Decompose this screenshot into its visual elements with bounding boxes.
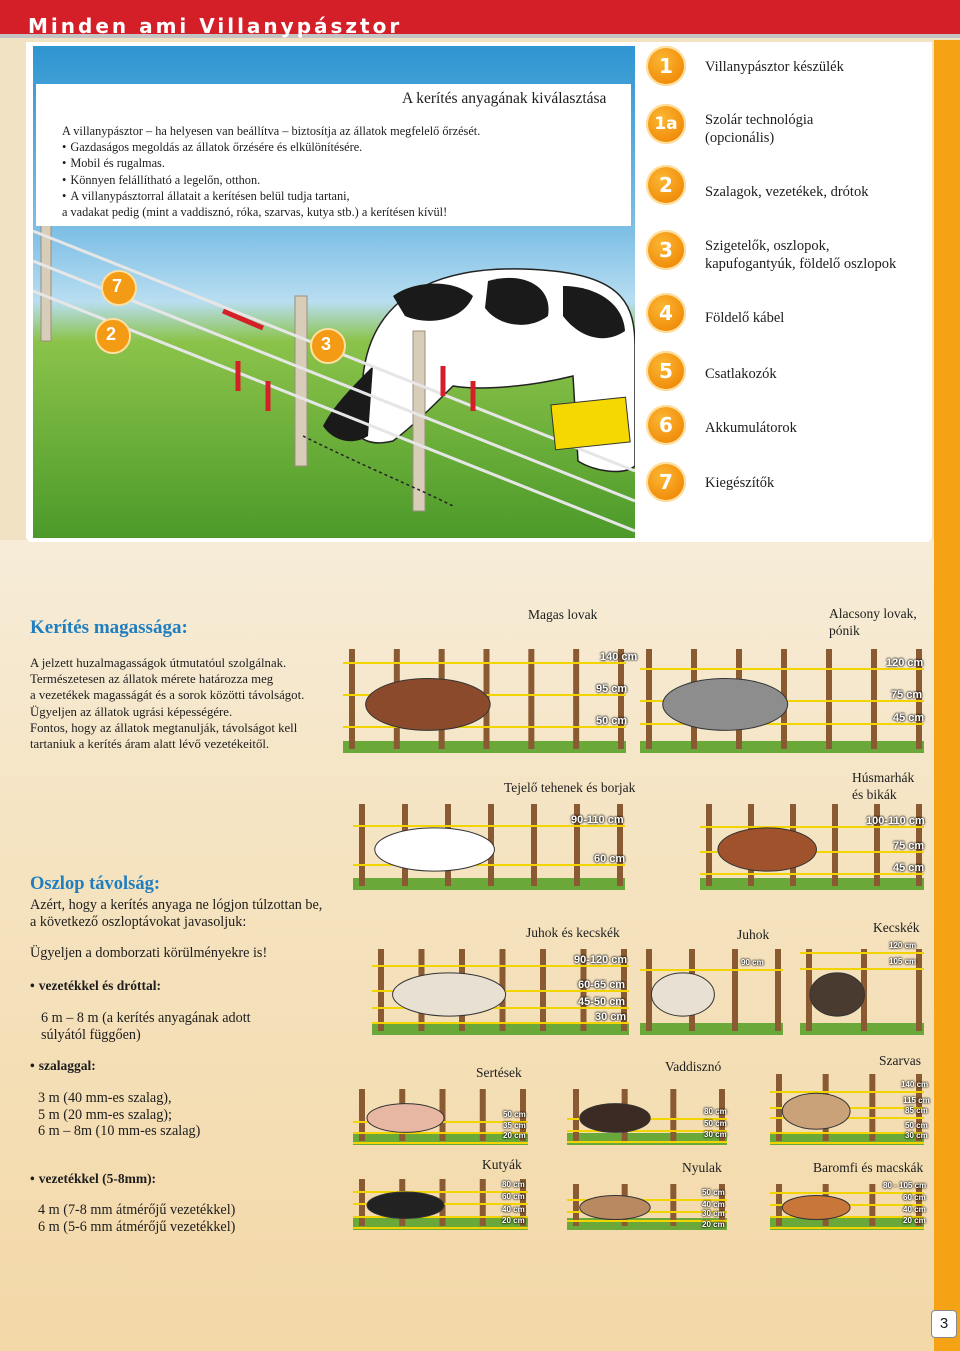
page-number: 3 bbox=[931, 1310, 957, 1338]
component-label: Akkumulátorok bbox=[705, 420, 797, 436]
cow-illustration bbox=[375, 828, 495, 871]
fence-post bbox=[871, 649, 877, 749]
fence-height-label: 50 cm bbox=[704, 1119, 727, 1128]
component-label-text: Szigetelők, oszlopok, kapufogantyúk, földelő oszlopok bbox=[705, 238, 897, 272]
pig-illustration bbox=[580, 1104, 650, 1133]
fence-post bbox=[413, 331, 425, 511]
fence-height-label: 30 cm bbox=[905, 1131, 928, 1140]
fence-animal-label: Juhok és kecskék bbox=[526, 925, 620, 940]
fence-post bbox=[670, 1184, 676, 1226]
fence-post bbox=[295, 296, 307, 466]
fence-animal-label: Alacsony lovak, pónik bbox=[829, 606, 917, 638]
fence-height-label: 30 cm bbox=[702, 1209, 725, 1218]
spacing-item-head: • vezetékkel (5-8mm): bbox=[30, 1171, 156, 1187]
intro-title: A kerítés anyagának kiválasztása bbox=[402, 90, 607, 107]
fence-post bbox=[359, 804, 365, 886]
height-line: Fontos, hogy az állatok megtanulják, távolságot kell bbox=[30, 720, 298, 735]
fence-animal-label: Tejelő tehenek és borjak bbox=[504, 780, 636, 795]
grass-strip bbox=[700, 878, 924, 890]
right-edge-stripe bbox=[934, 40, 960, 1351]
fence-height-label: 95 cm bbox=[596, 683, 628, 695]
intro-bullet: • A villanypásztorral állatait a kerítésen belül tudja tartani, bbox=[62, 188, 480, 204]
component-item bbox=[644, 230, 930, 282]
spacing-item-line: 5 m (20 mm-es szalag); bbox=[38, 1106, 172, 1123]
fence-height-label: 120 cm bbox=[886, 657, 924, 669]
cow-head bbox=[323, 366, 373, 441]
spacing-item-line: 4 m (7-8 mm átmérőjű vezetékkel) bbox=[38, 1202, 236, 1218]
fence-height-label: 75 cm bbox=[893, 840, 925, 852]
header-bar bbox=[0, 0, 960, 38]
intro-bullet: • Mobil és rugalmas. bbox=[62, 155, 480, 171]
fence-panel bbox=[700, 800, 924, 890]
cow-illustration bbox=[718, 828, 817, 871]
height-line: Ügyeljen az állatok ugrási képességére. bbox=[30, 704, 233, 719]
fence-height-label: 45 cm bbox=[893, 712, 925, 724]
component-number-badge: 3 bbox=[646, 230, 686, 270]
fence-post bbox=[916, 949, 922, 1031]
height-section-title: Kerítés magassága: bbox=[30, 617, 188, 638]
fence-height-label: 20 cm bbox=[502, 1216, 525, 1225]
fence-drawing bbox=[700, 800, 924, 890]
goat-illustration bbox=[810, 973, 865, 1016]
component-number-badge: 6 bbox=[646, 405, 686, 445]
fence-height-label: 50 cm bbox=[503, 1110, 526, 1119]
fence-animal-label: Kutyák bbox=[482, 1157, 522, 1172]
component-label: Villanypásztor készülék bbox=[705, 59, 844, 75]
fence-drawing bbox=[353, 1085, 528, 1145]
fence-post bbox=[646, 949, 652, 1031]
fence-height-label: 20 cm bbox=[903, 1216, 926, 1225]
height-line: tartaniuk a kerítés áram alatt lévő vezetékeitől. bbox=[30, 737, 270, 752]
spacing-item-line: súlyától függően) bbox=[41, 1026, 141, 1043]
spacing-section-title: Oszlop távolság: bbox=[30, 874, 161, 894]
fence-height-label: 40 cm bbox=[502, 1205, 525, 1214]
spacing-item-line: 6 m (5-6 mm átmérőjű vezetékkel) bbox=[38, 1218, 236, 1235]
fence-height-label: 35 cm bbox=[503, 1121, 526, 1130]
fence-animal-label: Baromfi és macskák bbox=[813, 1160, 924, 1175]
spacing-item-body bbox=[41, 1010, 251, 1043]
rabbit-illustration bbox=[580, 1196, 650, 1220]
grass-strip bbox=[640, 1023, 783, 1035]
component-label: Földelő kábel bbox=[705, 310, 785, 326]
fence-height-label: 50 cm bbox=[905, 1121, 928, 1130]
fence-post bbox=[480, 1179, 486, 1226]
fence-height-label: 20 cm bbox=[702, 1220, 725, 1229]
scene-badge-number: 2 bbox=[106, 324, 117, 344]
fence-animal-label: Szarvas bbox=[879, 1053, 921, 1068]
intro-bullet: • Gazdaságos megoldás az állatok őrzésére és elkülönítésére. bbox=[62, 139, 480, 155]
fence-height-label: 60 cm bbox=[594, 853, 626, 865]
spacing-item-line: 6 m – 8m (10 mm-es szalag) bbox=[38, 1123, 201, 1140]
spacing-intro bbox=[30, 897, 322, 930]
warning-sign bbox=[551, 397, 630, 450]
intro-bullet: • Könnyen felállítható a legelőn, otthon. bbox=[62, 172, 480, 188]
height-line: Természetesen az állatok mérete határozza meg bbox=[30, 672, 274, 687]
fence-height-label: 80 cm bbox=[502, 1180, 525, 1189]
fence-height-label: 120 cm bbox=[889, 941, 917, 950]
spacing-item-head: • szalaggal: bbox=[30, 1058, 96, 1074]
fence-animal-label: Sertések bbox=[476, 1065, 522, 1080]
component-number-badge: 4 bbox=[646, 293, 686, 333]
fence-height-label: 90-120 cm bbox=[574, 954, 628, 966]
intro-line: a vadakat pedig (mint a vaddisznó, róka, szarvas, kutya stb.) a kerítésen kívül! bbox=[62, 205, 448, 220]
fence-animal-label: Nyulak bbox=[682, 1160, 722, 1175]
scene-badge-number: 3 bbox=[321, 334, 332, 354]
component-label bbox=[705, 111, 813, 147]
component-label: Szalagok, vezetékek, drótok bbox=[705, 184, 869, 200]
fence-animal-label: Juhok bbox=[737, 927, 770, 942]
fence-height-label: 60-65 cm bbox=[578, 979, 626, 991]
fence-height-label: 30 cm bbox=[595, 1011, 627, 1023]
fence-drawing bbox=[640, 645, 924, 753]
height-description bbox=[30, 655, 304, 752]
fence-height-label: 90 cm bbox=[741, 958, 764, 967]
fence-animal-label: Vaddisznó bbox=[665, 1059, 722, 1074]
component-item bbox=[644, 46, 930, 98]
spacing-item-body bbox=[38, 1202, 235, 1235]
component-number-badge: 2 bbox=[646, 165, 686, 205]
scene-badge-number: 7 bbox=[112, 276, 123, 296]
fence-panel bbox=[343, 645, 626, 753]
component-number-badge: 1 bbox=[646, 46, 686, 86]
fence-height-label: 85 cm bbox=[905, 1106, 928, 1115]
fence-height-label: 30 cm bbox=[704, 1130, 727, 1139]
ground-cable bbox=[303, 436, 453, 506]
fence-height-label: 90-110 cm bbox=[571, 814, 624, 826]
fence-panel bbox=[567, 1085, 727, 1145]
spacing-item-line: 6 m – 8 m (a kerítés anyagának adott bbox=[41, 1010, 251, 1026]
height-line: A jelzett huzalmagasságok útmutatóul szolgálnak. bbox=[30, 656, 287, 670]
fence-height-label: 140 cm bbox=[901, 1080, 929, 1089]
component-item bbox=[644, 293, 930, 345]
spacing-item-head: • vezetékkel és dróttal: bbox=[30, 978, 161, 994]
fence-height-label: 80 cm bbox=[704, 1107, 727, 1116]
fence-post bbox=[646, 649, 652, 749]
component-number-badge: 5 bbox=[646, 351, 686, 391]
fence-post bbox=[775, 949, 781, 1031]
fence-post bbox=[531, 804, 537, 886]
fence-post bbox=[573, 1184, 579, 1226]
pig-illustration bbox=[367, 1104, 444, 1133]
fence-height-label: 20 cm bbox=[503, 1131, 526, 1140]
fence-height-label: 50 cm bbox=[596, 715, 628, 727]
fence-height-label: 45-50 cm bbox=[578, 996, 626, 1008]
fence-height-label: 105 cm bbox=[889, 957, 917, 966]
component-label-text: Szolár technológia (opcionális) bbox=[705, 112, 814, 146]
page-title: Minden ami Villanypásztor bbox=[28, 14, 403, 38]
height-line: a vezetékek magasságát és a sorok közötti távolságot. bbox=[30, 688, 305, 703]
fence-height-label: 115 cm bbox=[903, 1096, 930, 1105]
intro-line: A villanypásztor – ha helyesen van beállítva – biztosítja az állatok megfelelő őrzését. bbox=[62, 124, 481, 138]
fence-drawing bbox=[567, 1085, 727, 1145]
fence-post bbox=[573, 1089, 579, 1141]
fence-animal-label: Kecskék bbox=[873, 920, 920, 935]
fence-height-label: 60 cm bbox=[502, 1192, 525, 1201]
intro-list bbox=[62, 123, 480, 220]
fence-panel bbox=[640, 645, 924, 753]
component-item bbox=[644, 351, 930, 403]
fence-post bbox=[826, 649, 832, 749]
fence-animal-label: Húsmarhák és bikák bbox=[852, 770, 915, 802]
spacing-note: Ügyeljen a domborzati körülményekre is! bbox=[30, 945, 268, 961]
fence-height-label: 140 cm bbox=[600, 651, 638, 663]
fence-height-label: 80 - 105 cm bbox=[883, 1181, 927, 1190]
fence-animal-label: Magas lovak bbox=[528, 607, 598, 622]
component-label: Csatlakozók bbox=[705, 366, 777, 382]
sheep-illustration bbox=[651, 973, 714, 1016]
sheep-illustration bbox=[393, 973, 506, 1016]
fence-height-label: 45 cm bbox=[893, 862, 925, 874]
fence-height-label: 75 cm bbox=[891, 689, 923, 701]
fence-height-label: 100-110 cm bbox=[866, 815, 925, 827]
horse-illustration bbox=[663, 678, 788, 730]
component-number-badge: 7 bbox=[646, 462, 686, 502]
fence-post bbox=[670, 1089, 676, 1141]
component-label bbox=[705, 237, 896, 273]
fence-post bbox=[732, 949, 738, 1031]
fence-height-label: 40 cm bbox=[702, 1200, 725, 1209]
component-number-badge: 1a bbox=[646, 104, 686, 144]
spacing-intro-line: Azért, hogy a kerítés anyaga ne lógjon túlzottan be, bbox=[30, 897, 323, 913]
spacing-intro-line: a következő oszloptávokat javasoljuk: bbox=[30, 913, 247, 930]
component-label: Kiegészítők bbox=[705, 475, 775, 491]
fence-height-label: 60 cm bbox=[903, 1193, 926, 1202]
fence-height-label: 50 cm bbox=[702, 1188, 725, 1197]
deer-illustration bbox=[782, 1093, 850, 1129]
spacing-item-body bbox=[38, 1090, 200, 1140]
fence-drawing bbox=[343, 645, 626, 753]
fence-panel bbox=[353, 1085, 528, 1145]
spacing-item-line: 3 m (40 mm-es szalag), bbox=[38, 1090, 172, 1106]
fence-height-label: 40 cm bbox=[903, 1205, 926, 1214]
dog-illustration bbox=[367, 1192, 444, 1218]
bird-illustration bbox=[782, 1196, 850, 1220]
grass-strip bbox=[567, 1133, 727, 1145]
component-item bbox=[644, 462, 930, 514]
component-item bbox=[644, 405, 930, 457]
component-item bbox=[644, 165, 930, 217]
component-item bbox=[644, 104, 930, 156]
fence-post bbox=[359, 1179, 365, 1226]
horse-illustration bbox=[366, 678, 491, 730]
